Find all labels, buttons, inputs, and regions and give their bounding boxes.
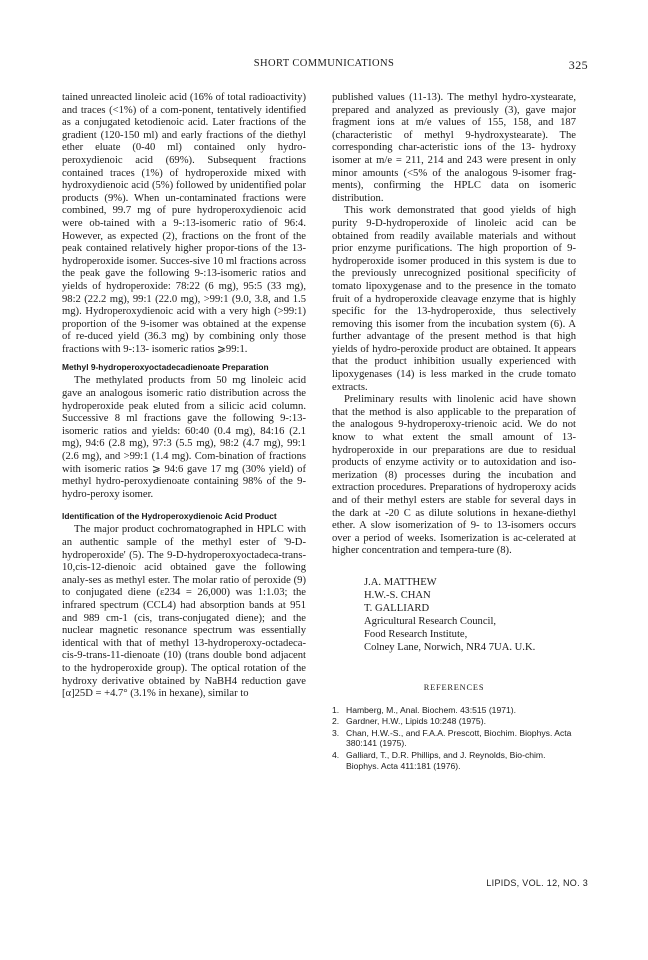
author-block — [364, 576, 576, 654]
affiliation-line: Agricultural Research Council, — [364, 615, 497, 627]
affiliation-line: Food Research Institute, — [364, 628, 468, 640]
affiliation-line: Colney Lane, Norwich, NR4 7UA. U.K. — [364, 641, 536, 653]
reference-item — [332, 705, 576, 716]
left-column — [62, 92, 306, 701]
right-paragraph-2: This work demonstrated that good yields of high purity 9-D-hydroperoxide of linoleic acid can be obtained from readily available materials and without prior enzyme purifications. The high proportion of 9-hydroperoxide isomer produced in this system is due to the previously unrecognized positional specificity of tomato lipoxygenase and to the presence in the tomato fruit of a hydroperoxide cleavage enzyme that is highly specific for the 13-hydroperoxide, thus selectively removing this isomer from the incubation system (6). A further advantage of the present method is that high yields of hydro-peroxide product are obtained. It appears that the product inhibition usually experienced with lipoxygenases (14) is less marked in the crude tomato extracts. — [332, 205, 576, 393]
right-paragraph-3: Preliminary results with linolenic acid have shown that the method is also applicable to the preparation of the analogous 9-hydroperoxy-trienoic acid. We do not know to what extent the small amount of 13-hydroperoxide in our preparations are due to residual products of enzyme activity or to autoxidation and iso-merization (8) processes during the incubation and extraction procedures. Preparations of hydroperoxy acids and of their methyl esters are stable for several days in the dark at -20 C as dilute solutions in hexane-diethyl ether. A slow isomerization of 9- to 13-isomers occurs over a period of weeks. Isomerization is ac-celerated at higher concentration and tempera-ture (8). — [332, 394, 576, 557]
left-paragraph-1: tained unreacted linoleic acid (16% of total radioactivity) and traces (<1%) of a com-ponent, tentatively identified as a conjugated ketodienoic acid. Later fractions of the gradient (120-150 ml) and early fractions of the diethyl ether eluate (0-40 ml) contained only hydro-peroxydienoic acid (69%). Subsequent fractions contained traces (1%) of hydroperoxide mixed with hydroxydienoic acid (5%) followed by unidentified polar products (9%). When un-contaminated fractions were combined, 99.7 mg of pure hydroperoxydienoic acid were ob-tained with a 9-:13-isomeric ratio of 96:4. However, as expected (2), fractions on the front of the peak contained relatively higher propor-tions of the 13-hydroperoxide isomer. Succes-sive 10 ml fractions across the peak gave the following 9-:13-isomeric ratios and yields of hydroperoxide: 78:22 (6 mg), 95:5 (33 mg), 98:2 (22.2 mg), 99:1 (22.0 mg), >99:1 (9.0, 3.8, and 1.5 mg). Hydroperoxydienoic acid with a very high (>99:1) proportion of the 9-isomer was obtained at the expense of re-duced yield (36.3 mg) by combining only those fractions with 9-:13- isomeric ratios ⩾99:1. — [62, 92, 306, 355]
reference-number: 3. — [332, 727, 340, 738]
left-paragraph-2: The methylated products from 50 mg linoleic acid gave an analogous isomeric ratio distribution across the hydroperoxide peak eluted from a silicic acid column. Successive 8 ml fractions gave the following 9-:13- isomeric ratios and yields: 60:40 (0.4 mg), 84:16 (2.1 mg), 94:6 (2.8 mg), 97:3 (5.5 mg), 98:2 (4.7 mg), 99:1 (2.6 mg), and >99:1 (1.4 mg). Com-bination of fractions with isomeric ratios ⩾ 94:6 gave 17 mg (30% yield) of methyl hydro-peroxydienoate containing 98% of the 9-hydro-peroxy isomer. — [62, 375, 306, 500]
running-title: SHORT COMMUNICATIONS — [253, 58, 395, 69]
section-heading-identification: Identification of the Hydroperoxydienoic Acid Product — [62, 511, 277, 522]
reference-number: 1. — [332, 704, 340, 715]
references-list — [332, 705, 576, 772]
right-paragraph-1: published values (11-13). The methyl hydro-xystearate, prepared and analyzed as previously (3), gave major fragment ions at m/e values of 155, 158, and 187 (characteristic of methyl 9-hydroxystearate). The corresponding char-acteristic ions of the 13- hydroxy isomer at m/e = 211, 214 and 243 were present in only minor amounts (<5% of the analogous 9-isomer frag-ments), confirming the HPLC data on isomeric distribution. — [332, 92, 576, 204]
left-paragraph-3: The major product cochromatographed in HPLC with an authentic sample of the methyl ester of '9-D-hydroperoxide' (5). The 9-D-hydroperoxyoctadeca-trans-10,cis-12-dienoic acid obtained gave the following analy-ses as methyl ester. The molar ratio of peroxide (9) to conjugated diene (ε234 = 26,000) was 1:1.03; the infrared spectrum (CCL4) had absorption bands at 951 and 989 cm-1 (cis, trans-conjugated diene); and the nuclear magnetic resonance spectrum was essentially identical with that of methyl 13-hydroperoxy-octadeca-cis-9-trans-11-dienoate (10) (trans double bond adjacent to the hydroperoxide group). The optical rotation of the hydroxy derivative obtained by NaBH4 reduction gave [α]25D = +4.7° (3.1% in hexane), similar to — [62, 524, 306, 700]
reference-text: Gardner, H.W., Lipids 10:248 (1975). — [346, 716, 486, 727]
reference-item — [332, 716, 576, 727]
reference-text: Hamberg, M., Anal. Biochem. 43:515 (1971). — [346, 704, 517, 715]
author-line: T. GALLIARD — [364, 602, 430, 614]
right-column — [332, 92, 576, 772]
reference-number: 4. — [332, 749, 340, 760]
reference-text: Chan, H.W.-S., and F.A.A. Prescott, Biochim. Biophys. Acta 380:141 (1975). — [346, 727, 572, 749]
page-header — [60, 58, 588, 74]
references-heading: REFERENCES — [423, 682, 485, 692]
journal-footer: LIPIDS, VOL. 12, NO. 3 — [486, 878, 588, 888]
reference-text: Galliard, T., D.R. Phillips, and J. Reynolds, Bio-chim. Biophys. Acta 411:181 (1976). — [346, 749, 546, 771]
page-number: 325 — [568, 58, 588, 72]
reference-item — [332, 750, 576, 771]
reference-item — [332, 728, 576, 749]
author-line: J.A. MATTHEW — [364, 576, 437, 588]
section-heading-methyl-preparation: Methyl 9-hydroperoxyoctadecadienoate Preparation — [62, 362, 269, 373]
author-line: H.W.-S. CHAN — [364, 589, 431, 601]
reference-number: 2. — [332, 716, 340, 727]
